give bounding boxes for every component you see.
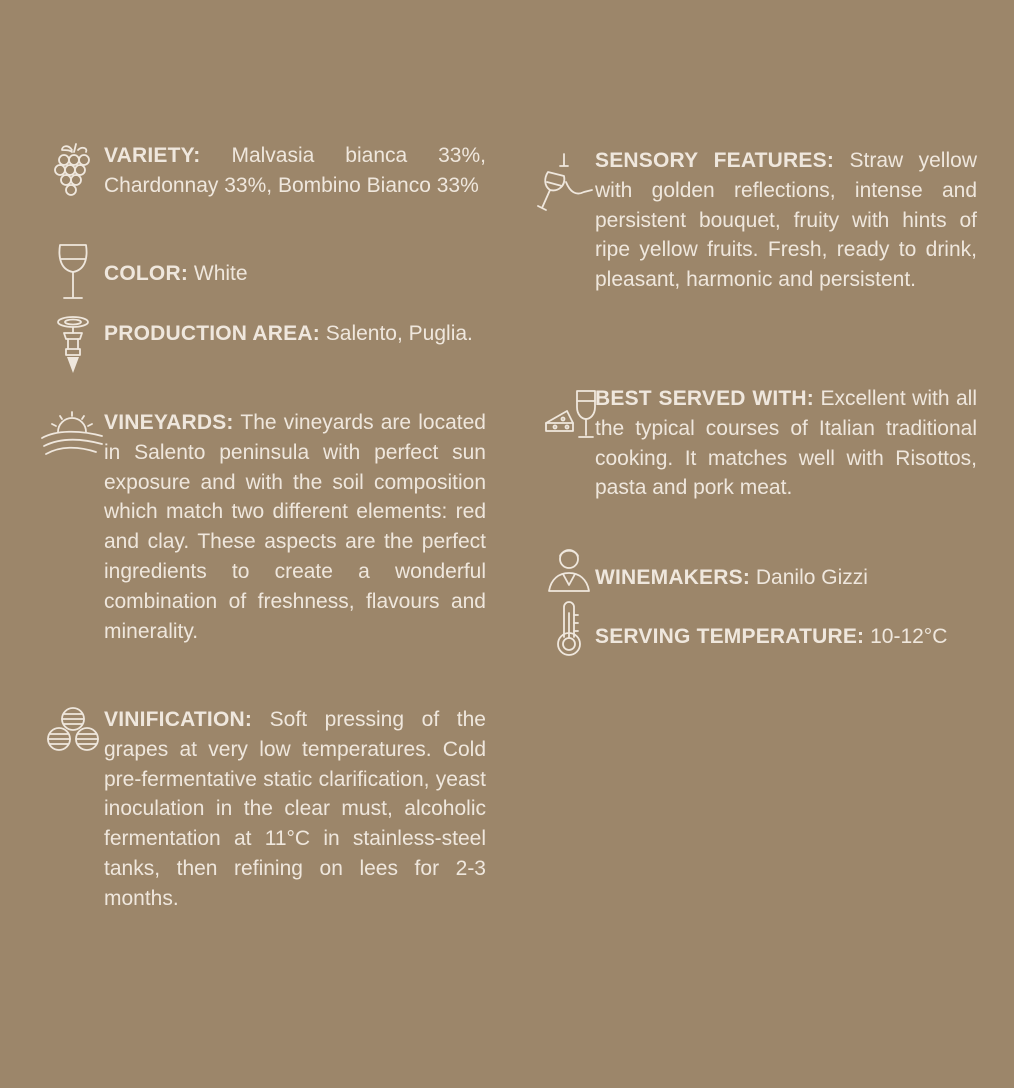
winemakers-label: WINEMAKERS: [595,566,751,589]
variety-text: Malvasia bianca 33%, Chardonnay 33%, Bombino Bianco 33% [104,144,486,197]
winemakers-entry [595,563,977,593]
color-entry [104,259,486,289]
serving-temperature-entry [595,622,977,652]
variety-entry [104,141,486,201]
serving-temperature-text: 10-12°C [870,625,948,648]
production-area-text: Salento, Puglia. [325,322,473,345]
wine-tasting-icon [536,152,594,214]
best-served-with-label: BEST SERVED WITH: [595,387,814,410]
barrels-icon [44,706,102,754]
color-text: White [193,262,248,285]
vineyards-entry [104,408,486,646]
sensory-features-text: Straw yellow with golden reflections, intense and persistent bouquet, fruity with hints of ripe yellow fruits. Fresh, ready to drink, pleasant, harmonic and persistent. [595,149,977,292]
vinification-text: Soft pressing of the grapes at very low temperatures. Cold pre-fermentative static clarification, yeast inoculation in the clear must, alcoholic fermentation at 11°C in stainless-steel tanks, then refining on lees for 2-3 months. [104,708,486,910]
winemakers-text: Danilo Gizzi [755,566,868,589]
vinification-entry [104,705,486,914]
wine-glass-icon [55,242,91,302]
best-served-with-text: Excellent with all the typical courses of Italian traditional cooking. It matches well with Risottos, pasta and pork meat. [595,387,977,500]
vinification-label: VINIFICATION: [104,708,253,731]
production-area-label: PRODUCTION AREA: [104,322,320,345]
serving-temperature-label: SERVING TEMPERATURE: [595,625,865,648]
vineyards-text: The vineyards are located in Salento peninsula with perfect sun exposure and with the soil composition which match two different elements: red and clay. These aspects are the perfect ingredients to create a wonderful combination of freshness, flavours and minerality. [104,411,486,643]
production-area-entry [104,319,486,349]
cheese-wine-icon [543,389,597,441]
best-served-with-entry [595,384,977,503]
color-label: COLOR: [104,262,189,285]
vineyard-sun-icon [40,408,104,464]
vineyards-label: VINEYARDS: [104,411,234,434]
sensory-features-label: SENSORY FEATURES: [595,149,835,172]
grapes-icon [50,142,98,198]
wine-pourer-icon [54,315,92,377]
thermometer-icon [551,599,587,657]
winemaker-icon [545,545,593,593]
sensory-features-entry [595,146,977,295]
variety-label: VARIETY: [104,144,201,167]
